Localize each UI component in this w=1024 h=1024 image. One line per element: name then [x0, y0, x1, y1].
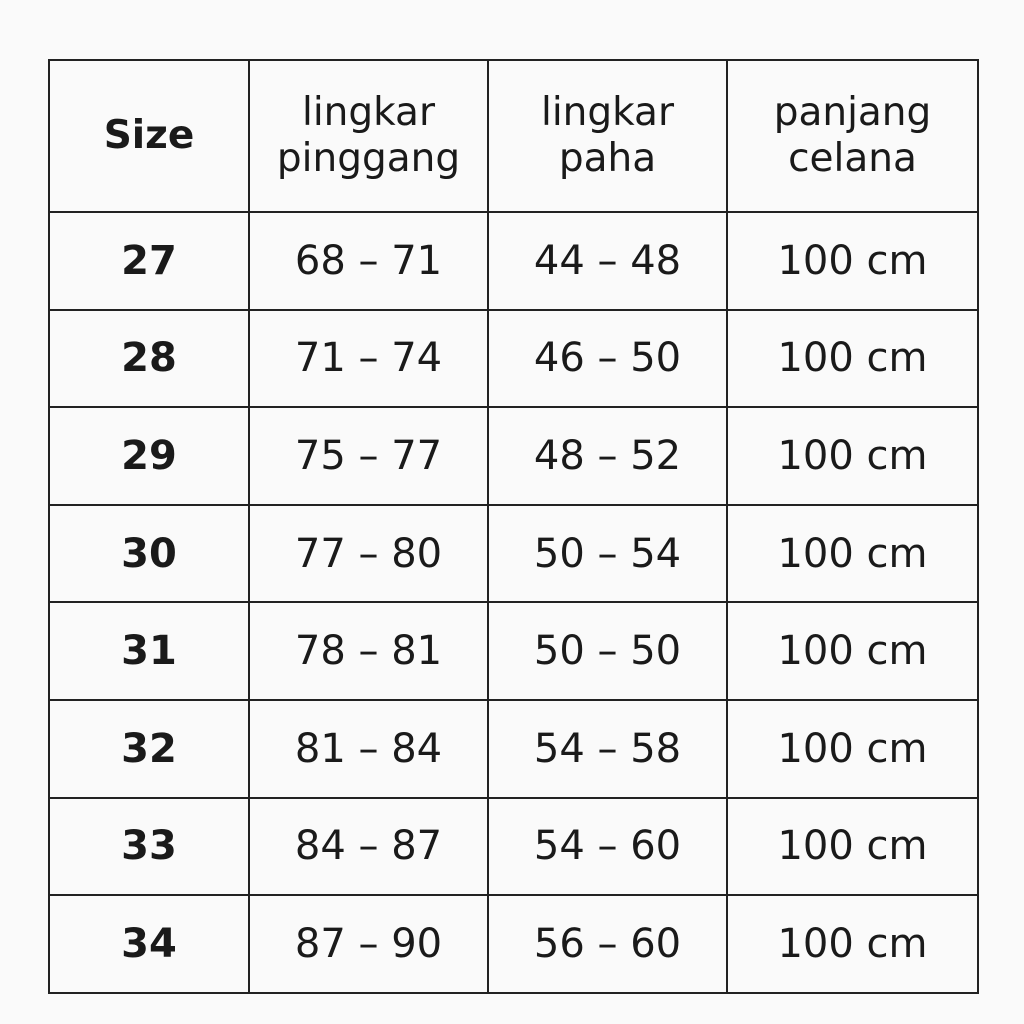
- waist-cell: 71 – 74: [249, 310, 488, 408]
- size-cell: 27: [49, 212, 249, 310]
- size-cell: 30: [49, 505, 249, 603]
- size-cell: 32: [49, 700, 249, 798]
- size-cell: 33: [49, 798, 249, 896]
- size-chart-table: [48, 59, 979, 994]
- header-length: [727, 60, 978, 212]
- waist-cell: 84 – 87: [249, 798, 488, 896]
- thigh-cell: 54 – 58: [488, 700, 727, 798]
- length-cell: 100 cm: [727, 407, 978, 505]
- thigh-cell: 48 – 52: [488, 407, 727, 505]
- waist-cell: 81 – 84: [249, 700, 488, 798]
- table-row: [49, 505, 978, 603]
- waist-cell: 77 – 80: [249, 505, 488, 603]
- header-size-label: Size: [103, 113, 195, 158]
- size-cell: 29: [49, 407, 249, 505]
- header-length-line-2: celana: [788, 136, 917, 181]
- thigh-cell: 56 – 60: [488, 895, 727, 993]
- length-cell: 100 cm: [727, 505, 978, 603]
- header-size: [49, 60, 249, 212]
- table-row: [49, 798, 978, 896]
- header-thigh: [488, 60, 727, 212]
- table-row: [49, 212, 978, 310]
- waist-cell: 78 – 81: [249, 602, 488, 700]
- table-row: [49, 895, 978, 993]
- length-cell: 100 cm: [727, 700, 978, 798]
- header-length-line-1: panjang: [773, 90, 932, 135]
- waist-cell: 87 – 90: [249, 895, 488, 993]
- header-thigh-line-1: lingkar: [541, 90, 674, 135]
- header-waist-line-1: lingkar: [302, 90, 435, 135]
- table-header-row: [49, 60, 978, 212]
- size-cell: 31: [49, 602, 249, 700]
- table-row: [49, 602, 978, 700]
- thigh-cell: 54 – 60: [488, 798, 727, 896]
- length-cell: 100 cm: [727, 212, 978, 310]
- length-cell: 100 cm: [727, 895, 978, 993]
- header-waist: [249, 60, 488, 212]
- size-cell: 28: [49, 310, 249, 408]
- thigh-cell: 50 – 54: [488, 505, 727, 603]
- waist-cell: 75 – 77: [249, 407, 488, 505]
- length-cell: 100 cm: [727, 798, 978, 896]
- header-thigh-line-2: paha: [558, 136, 657, 181]
- table-row: [49, 310, 978, 408]
- length-cell: 100 cm: [727, 310, 978, 408]
- waist-cell: 68 – 71: [249, 212, 488, 310]
- length-cell: 100 cm: [727, 602, 978, 700]
- header-waist-line-2: pinggang: [276, 136, 461, 181]
- thigh-cell: 50 – 50: [488, 602, 727, 700]
- table-row: [49, 407, 978, 505]
- thigh-cell: 44 – 48: [488, 212, 727, 310]
- table-row: [49, 700, 978, 798]
- thigh-cell: 46 – 50: [488, 310, 727, 408]
- size-cell: 34: [49, 895, 249, 993]
